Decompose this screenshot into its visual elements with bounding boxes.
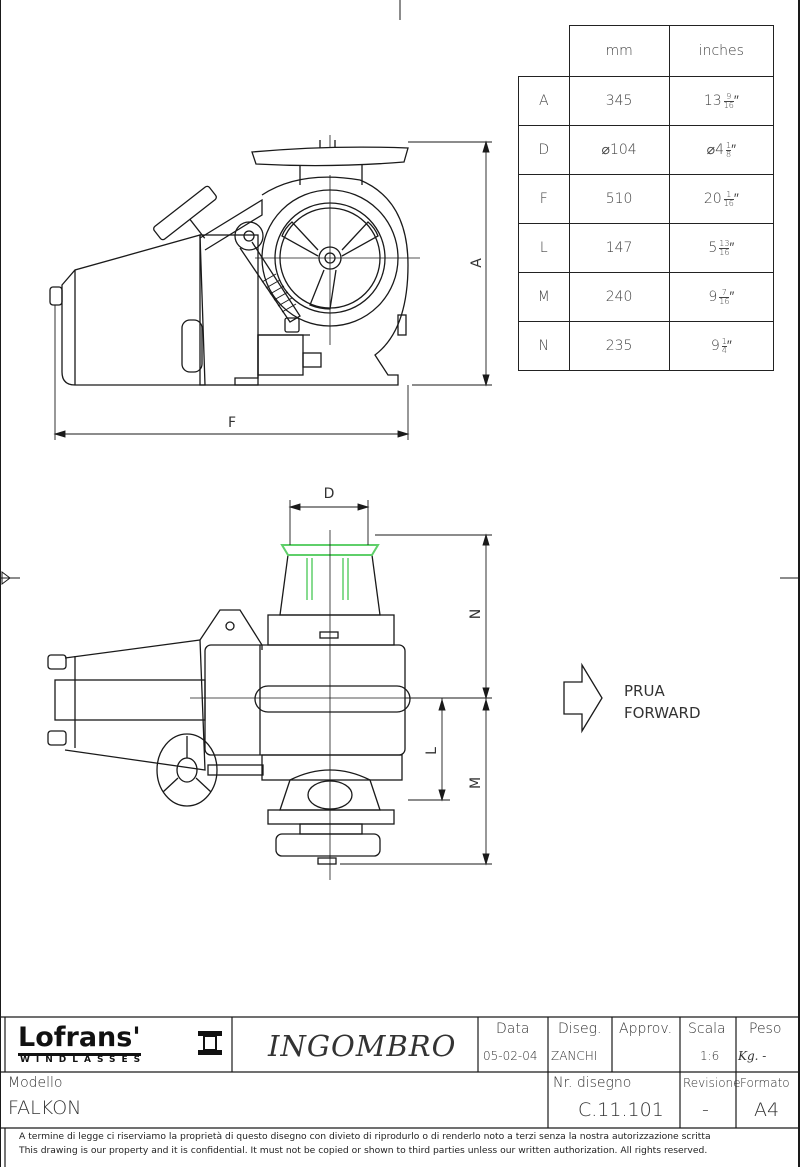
inches-fraction	[719, 289, 729, 306]
table-row	[519, 175, 774, 224]
dim-label-A: A	[469, 258, 485, 268]
inches-fraction	[724, 191, 734, 208]
inches-whole: 9	[708, 289, 718, 306]
inch-mark: ″	[726, 338, 732, 355]
fraction-denominator: 8	[725, 149, 732, 159]
fraction-numerator: 7	[719, 289, 729, 298]
title-block	[0, 1017, 800, 1167]
brand-subtitle: WINDLASSES	[20, 1055, 147, 1065]
table-row	[519, 77, 774, 126]
fraction-denominator: 16	[723, 100, 734, 110]
dim-label-N: N	[468, 608, 484, 620]
direction-label-prua: PRUA	[624, 682, 665, 700]
dimension-letter: L	[519, 224, 570, 273]
dimension-mm: 345	[569, 77, 669, 126]
dimension-inches	[669, 126, 773, 175]
approv-label: Approv.	[619, 1021, 673, 1037]
fraction-denominator: 16	[719, 247, 730, 257]
side-view	[50, 135, 420, 385]
dimension-inches	[669, 224, 773, 273]
side-view-dimensions	[55, 142, 492, 440]
diseg-label: Diseg.	[558, 1021, 602, 1037]
legal-notice-english: This drawing is our property and it is confidential. It must not be copied or shown to third parties unless our written authorization. All rights reserved.	[19, 1145, 708, 1156]
forward-arrow-icon	[564, 665, 602, 731]
inch-mark: ″	[733, 191, 739, 208]
dimension-inches	[669, 322, 773, 371]
inches-whole: 5	[708, 240, 718, 257]
peso-label: Peso	[749, 1021, 782, 1037]
data-value: 05-02-04	[483, 1049, 538, 1063]
inches-fraction	[724, 93, 734, 110]
fraction-numerator: 13	[719, 238, 730, 248]
table-row	[519, 224, 774, 273]
inches-fraction	[719, 240, 729, 257]
dim-label-F: F	[227, 415, 237, 431]
nr-disegno-value: C.11.101	[578, 1099, 664, 1121]
inches-whole: ⌀4	[706, 142, 724, 159]
fraction-numerator: 1	[721, 336, 727, 346]
inch-mark: ″	[733, 93, 739, 110]
dimension-mm: ⌀104	[569, 126, 669, 175]
dimension-letter: D	[519, 126, 570, 175]
dimension-letter: N	[519, 322, 570, 371]
dimension-letter: M	[519, 273, 570, 322]
dim-label-L: L	[424, 747, 440, 755]
formato-value: A4	[754, 1099, 780, 1121]
dimension-table	[518, 25, 774, 371]
table-header-row	[519, 26, 774, 77]
scala-value: 1:6	[700, 1049, 720, 1063]
fraction-numerator: 9	[724, 93, 734, 102]
dim-label-D: D	[323, 486, 335, 502]
diseg-value: ZANCHI	[551, 1049, 598, 1063]
table-header-mm: mm	[569, 26, 669, 77]
dim-label-M: M	[468, 776, 484, 790]
dimension-letter: F	[519, 175, 570, 224]
dimension-mm: 240	[569, 273, 669, 322]
inch-mark: ″	[729, 240, 735, 257]
inches-whole: 9	[710, 338, 720, 355]
table-header-blank	[519, 26, 570, 77]
dimension-inches	[669, 273, 773, 322]
winch-logo-icon	[196, 1027, 224, 1061]
fraction-denominator: 16	[719, 296, 730, 306]
table-header-inches: inches	[669, 26, 773, 77]
dimension-inches	[669, 77, 773, 126]
revisione-value: -	[702, 1099, 709, 1121]
table-row	[519, 273, 774, 322]
brand-logo: Lofrans'	[18, 1023, 141, 1056]
revisione-label: Revisione	[683, 1076, 741, 1090]
fraction-denominator: 16	[723, 198, 734, 208]
fraction-numerator: 1	[725, 140, 732, 150]
nr-disegno-label: Nr. disegno	[553, 1075, 632, 1091]
table-row	[519, 322, 774, 371]
dimension-mm: 235	[569, 322, 669, 371]
inches-whole: 20	[703, 191, 722, 208]
direction-label-forward: FORWARD	[624, 704, 701, 722]
dimension-mm: 147	[569, 224, 669, 273]
fraction-denominator: 4	[721, 345, 727, 355]
modello-label: Modello	[8, 1075, 63, 1091]
legal-notice-italian: A termine di legge ci riserviamo la proprietà di questo disegno con divieto di riprodurlo o di renderlo noto a terzi senza la nostra autorizzazione scritta	[19, 1131, 711, 1142]
modello-value: FALKON	[8, 1097, 82, 1119]
peso-value: Kg. -	[738, 1049, 767, 1063]
formato-label: Formato	[740, 1076, 790, 1090]
data-label: Data	[496, 1021, 530, 1037]
fraction-numerator: 1	[724, 191, 734, 200]
top-view	[48, 530, 420, 880]
inches-whole: 13	[703, 93, 722, 110]
inch-mark: ″	[731, 142, 737, 159]
dimension-letter: A	[519, 77, 570, 126]
drawing-title: INGOMBRO	[268, 1029, 457, 1063]
dimension-inches	[669, 175, 773, 224]
dimension-mm: 510	[569, 175, 669, 224]
inch-mark: ″	[729, 289, 735, 306]
table-row	[519, 126, 774, 175]
scala-label: Scala	[688, 1021, 726, 1037]
